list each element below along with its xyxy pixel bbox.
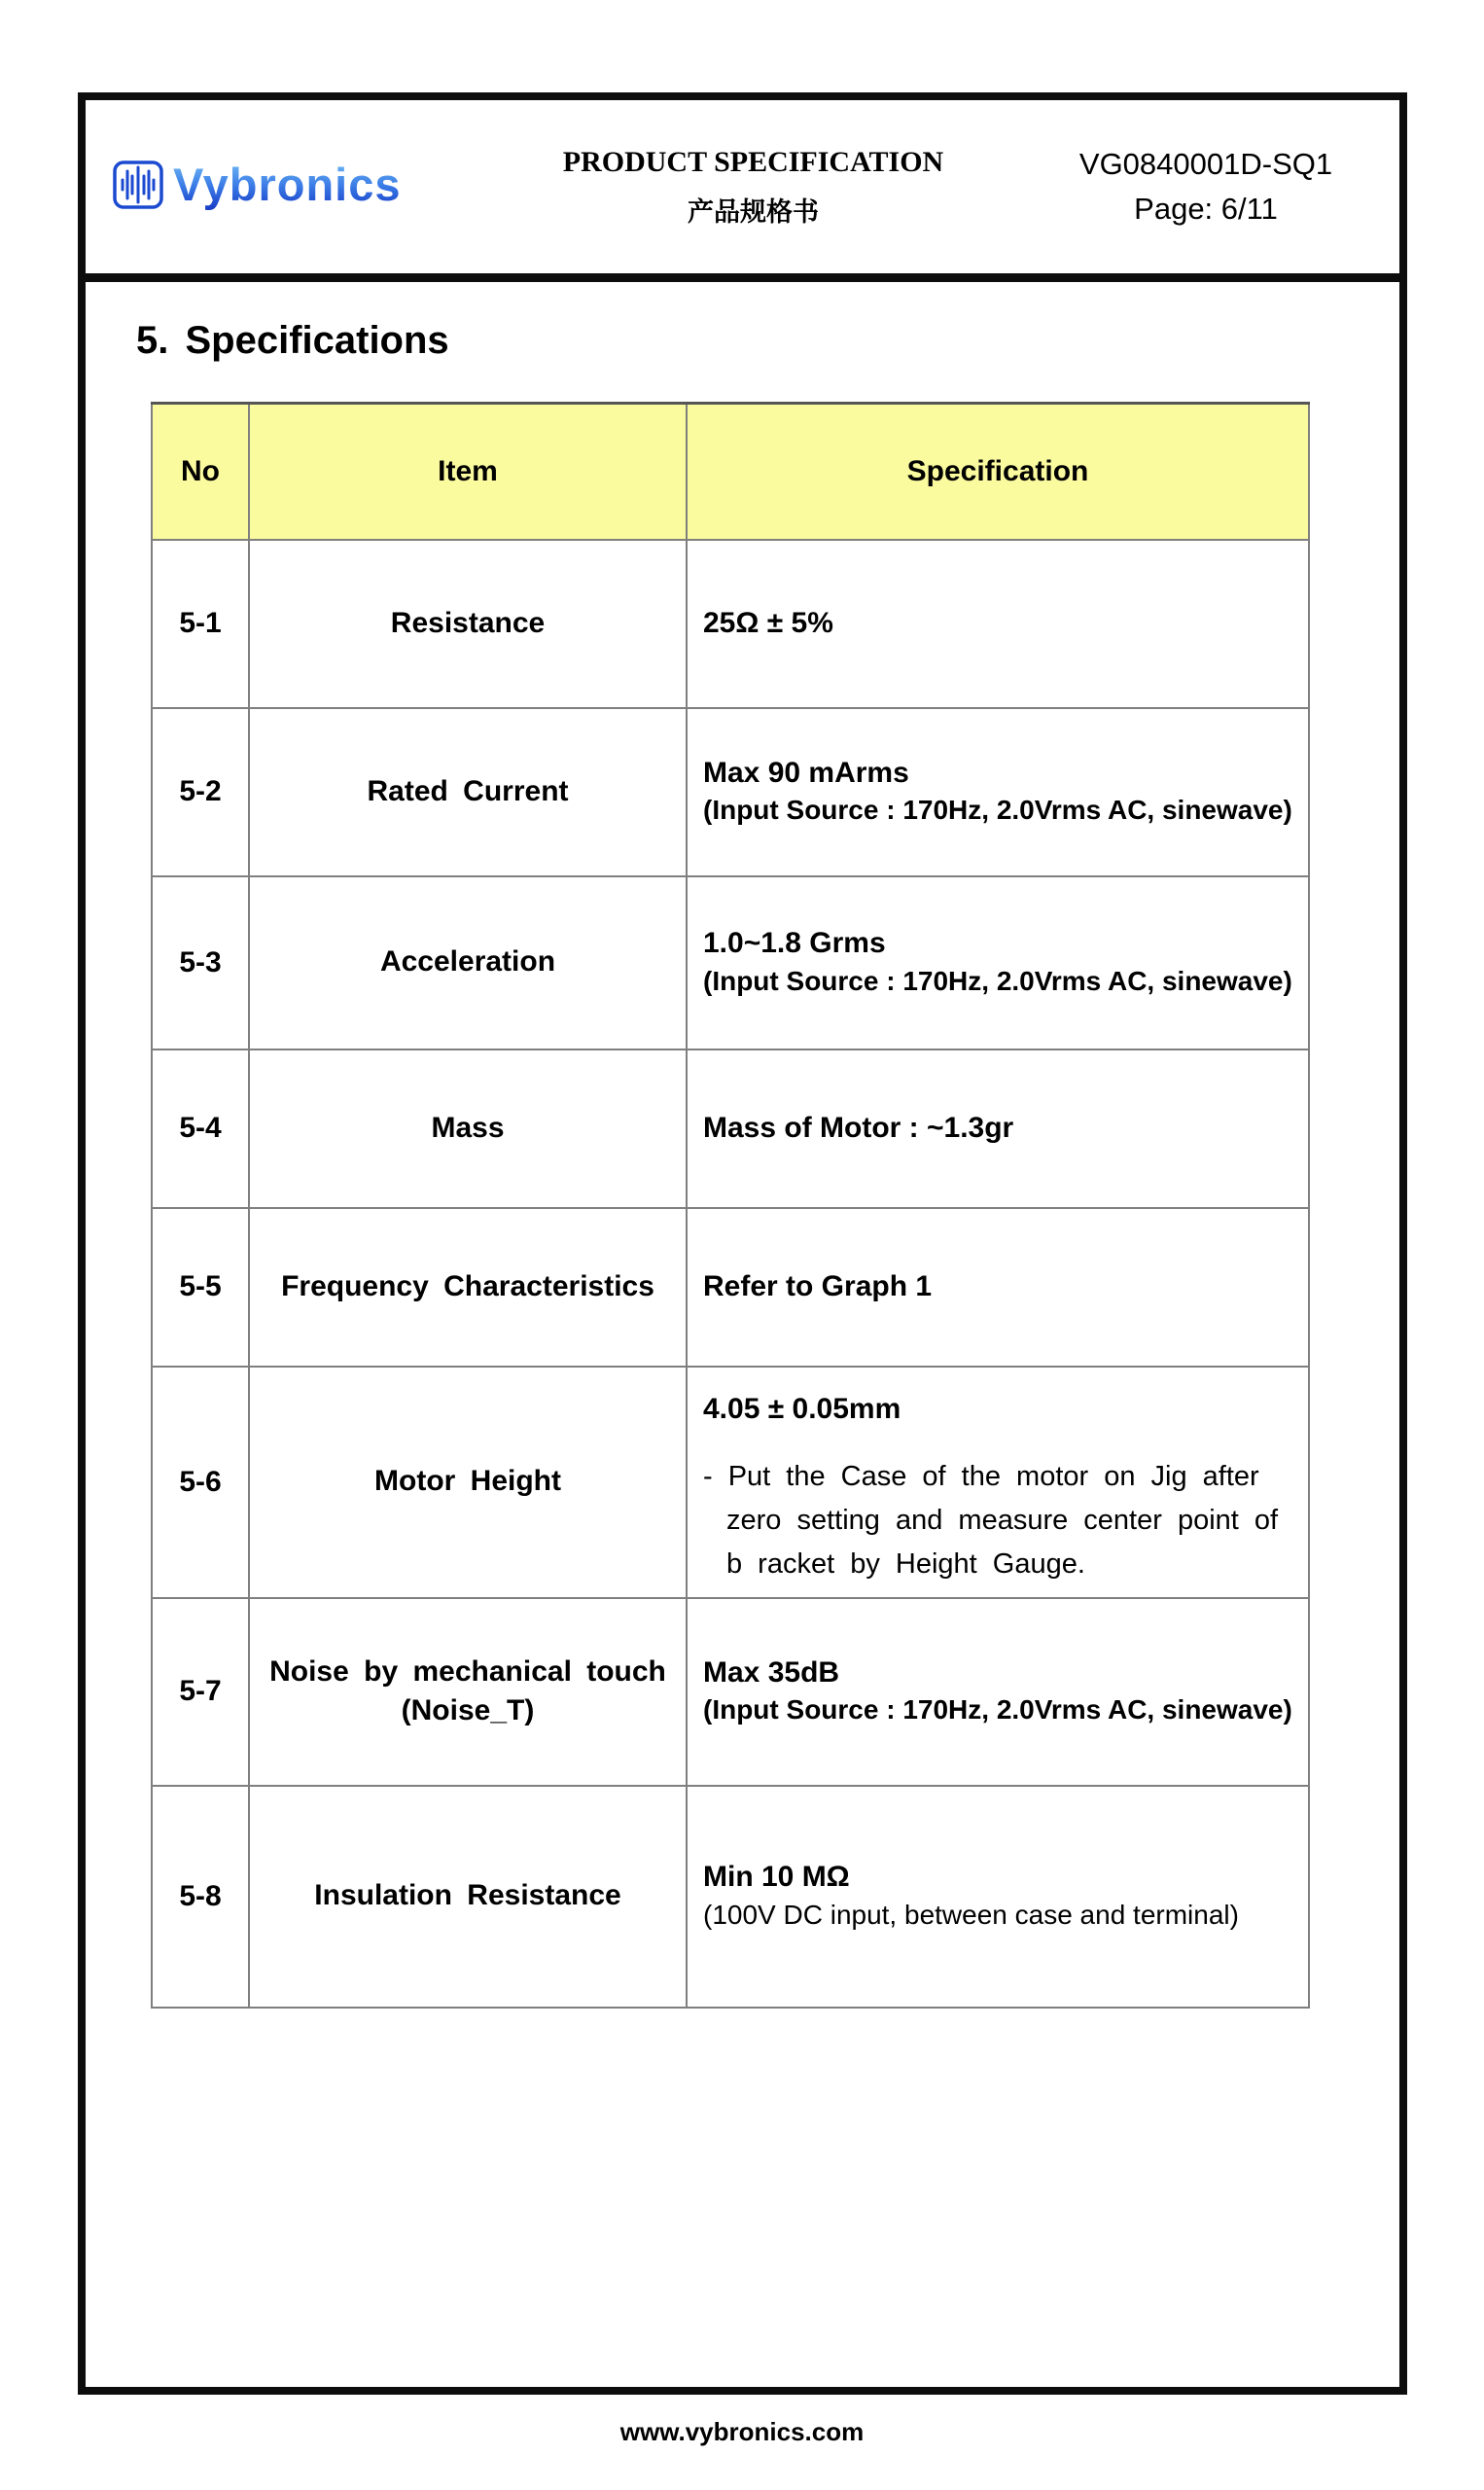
cell-item: Acceleration <box>249 876 687 1049</box>
document-info <box>1045 142 1366 232</box>
cell-no: 5-7 <box>152 1598 249 1786</box>
cell-spec <box>687 1786 1309 2008</box>
col-header-item: Item <box>249 404 687 540</box>
item-line: (Noise_T) <box>401 1694 535 1726</box>
table-row <box>152 1049 1309 1208</box>
document-number: VG0840001D-SQ1 <box>1078 146 1333 181</box>
cell-spec <box>687 1049 1309 1208</box>
spec-value: Min 10 MΩ <box>703 1861 850 1894</box>
document-title-block <box>461 146 1045 229</box>
spec-measurement-note <box>703 1455 1292 1586</box>
cell-no: 5-4 <box>152 1049 249 1208</box>
table-row <box>152 1786 1309 2008</box>
header-divider <box>86 273 1399 282</box>
cell-no: 5-6 <box>152 1367 249 1598</box>
col-header-specification: Specification <box>687 404 1309 540</box>
cell-item: Frequency Characteristics <box>249 1208 687 1367</box>
table-row <box>152 1598 1309 1786</box>
table-header-row <box>152 404 1309 540</box>
spec-value: Mass of Motor : ~1.3gr <box>703 1111 1014 1144</box>
cell-item: Motor Height <box>249 1367 687 1598</box>
footer-website: www.vybronics.com <box>619 2417 865 2446</box>
section-title: 5. Specifications <box>136 319 449 362</box>
cell-no: 5-2 <box>152 708 249 876</box>
cell-no: 5-3 <box>152 876 249 1049</box>
spec-condition: (Input Source : 170Hz, 2.0Vrms AC, sinewave) <box>703 795 1292 826</box>
spec-note-line: b racket by Height Gauge. <box>726 1547 1085 1580</box>
table-row <box>152 1208 1309 1367</box>
cell-spec <box>687 876 1309 1049</box>
spec-condition: (100V DC input, between case and terminal) <box>703 1899 1239 1930</box>
cell-spec <box>687 708 1309 876</box>
table-row <box>152 1367 1309 1598</box>
product-spec-title-zh: 产品规格书 <box>688 196 819 227</box>
cell-spec <box>687 1367 1309 1598</box>
cell-item: Insulation Resistance <box>249 1786 687 2008</box>
cell-item: Resistance <box>249 540 687 708</box>
company-logo-text: Vybronics <box>173 161 402 213</box>
cell-spec <box>687 1598 1309 1786</box>
product-spec-title: PRODUCT SPECIFICATION <box>562 145 944 178</box>
table-row <box>152 876 1309 1049</box>
company-logo <box>111 157 461 218</box>
spec-value: 1.0~1.8 Grms <box>703 927 886 960</box>
table-row <box>152 540 1309 708</box>
table-row <box>152 708 1309 876</box>
spec-value: Refer to Graph 1 <box>703 1269 933 1302</box>
item-line: Noise by mechanical touch <box>269 1654 666 1688</box>
spec-condition: (Input Source : 170Hz, 2.0Vrms AC, sinewave) <box>703 965 1292 996</box>
document-frame <box>78 92 1407 2395</box>
cell-item: Rated Current <box>249 708 687 876</box>
vybronics-waveform-icon <box>111 157 167 218</box>
cell-no: 5-5 <box>152 1208 249 1367</box>
cell-spec <box>687 540 1309 708</box>
spec-note-line: - Put the Case of the motor on Jig after <box>703 1461 1259 1492</box>
spec-condition: (Input Source : 170Hz, 2.0Vrms AC, sinewave) <box>703 1694 1292 1725</box>
cell-no: 5-1 <box>152 540 249 708</box>
cell-no: 5-8 <box>152 1786 249 2008</box>
spec-value: 25Ω ± 5% <box>703 606 833 639</box>
page-number: Page: 6/11 <box>1134 192 1278 226</box>
spec-value: 4.05 ± 0.05mm <box>703 1392 901 1425</box>
col-header-no: No <box>152 404 249 540</box>
document-header <box>86 100 1399 273</box>
cell-item: Mass <box>249 1049 687 1208</box>
cell-spec <box>687 1208 1309 1367</box>
spec-value: Max 90 mArms <box>703 756 909 789</box>
spec-table <box>151 402 1310 2009</box>
spec-note-line: zero setting and measure center point of <box>726 1504 1279 1536</box>
spec-value: Max 35dB <box>703 1655 840 1689</box>
cell-item <box>249 1598 687 1786</box>
